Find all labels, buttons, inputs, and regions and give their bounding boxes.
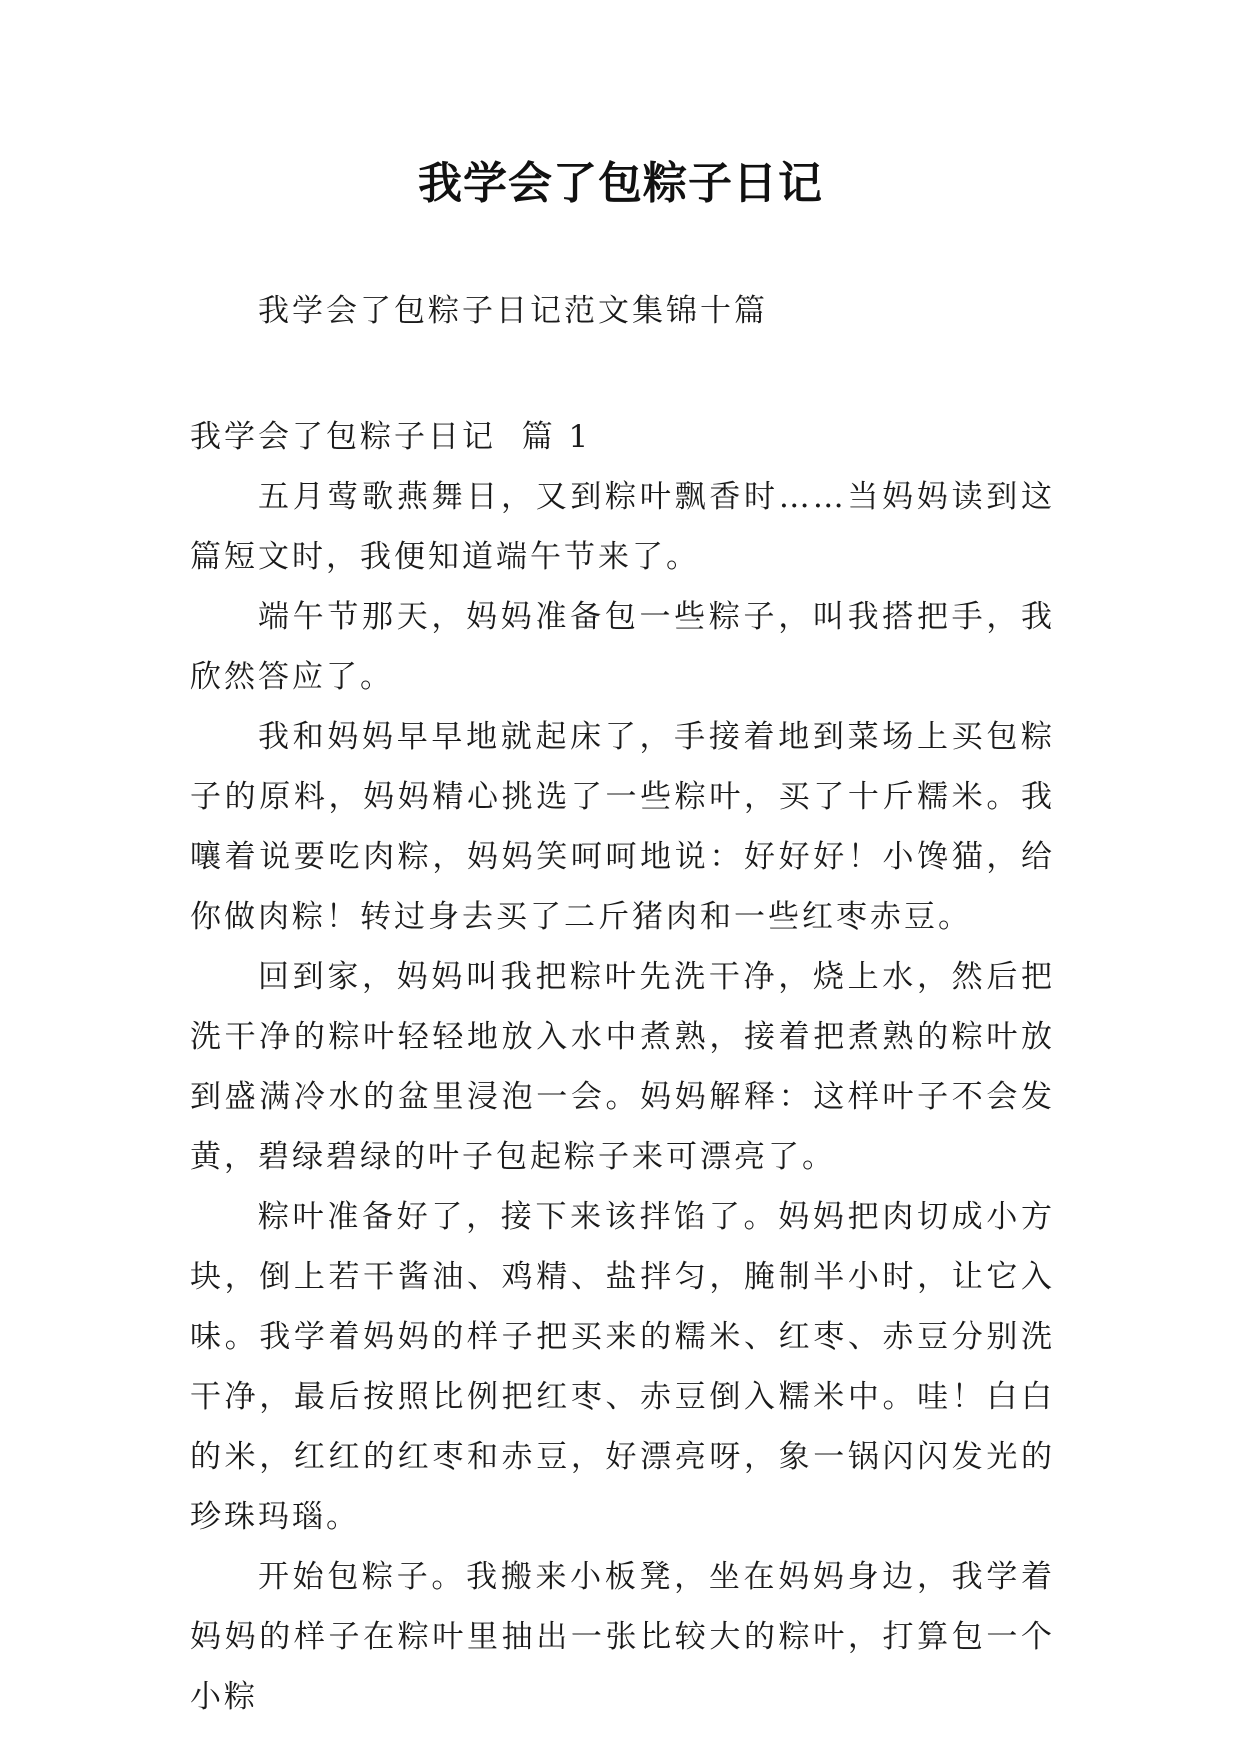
- document-body: [190, 407, 1055, 1727]
- document-title: 我学会了包粽子日记: [418, 158, 823, 209]
- section-heading: 我学会了包粽子日记 篇 1: [190, 419, 592, 455]
- paragraph-2: 端午节那天，妈妈准备包一些粽子，叫我搭把手，我欣然答应了。: [190, 599, 1055, 695]
- document-subtitle: 我学会了包粽子日记范文集锦十篇: [258, 293, 768, 329]
- paragraph-6: 开始包粽子。我搬来小板凳，坐在妈妈身边，我学着妈妈的样子在粽叶里抽出一张比较大的粽叶，打算包一个小粽: [190, 1559, 1055, 1715]
- paragraph-5: 粽叶准备好了，接下来该拌馅了。妈妈把肉切成小方块，倒上若干酱油、鸡精、盐拌匀，腌制半小时，让它入味。我学着妈妈的样子把买来的糯米、红枣、赤豆分别洗干净，最后按照比例把红枣、赤豆倒入糯米中。哇！白白的米，红红的红枣和赤豆，好漂亮呀，象一锅闪闪发光的珍珠玛瑙。: [190, 1199, 1055, 1535]
- paragraph-3: 我和妈妈早早地就起床了，手接着地到菜场上买包粽子的原料，妈妈精心挑选了一些粽叶，买了十斤糯米。我嚷着说要吃肉粽，妈妈笑呵呵地说：好好好！小馋猫，给你做肉粽！转过身去买了二斤猪肉和一些红枣赤豆。: [190, 719, 1055, 935]
- paragraph-1: 五月莺歌燕舞日，又到粽叶飘香时……当妈妈读到这篇短文时，我便知道端午节来了。: [190, 479, 1055, 575]
- paragraph-4: 回到家，妈妈叫我把粽叶先洗干净，烧上水，然后把洗干净的粽叶轻轻地放入水中煮熟，接着把煮熟的粽叶放到盛满冷水的盆里浸泡一会。妈妈解释：这样叶子不会发黄，碧绿碧绿的叶子包起粽子来可漂亮了。: [190, 959, 1055, 1175]
